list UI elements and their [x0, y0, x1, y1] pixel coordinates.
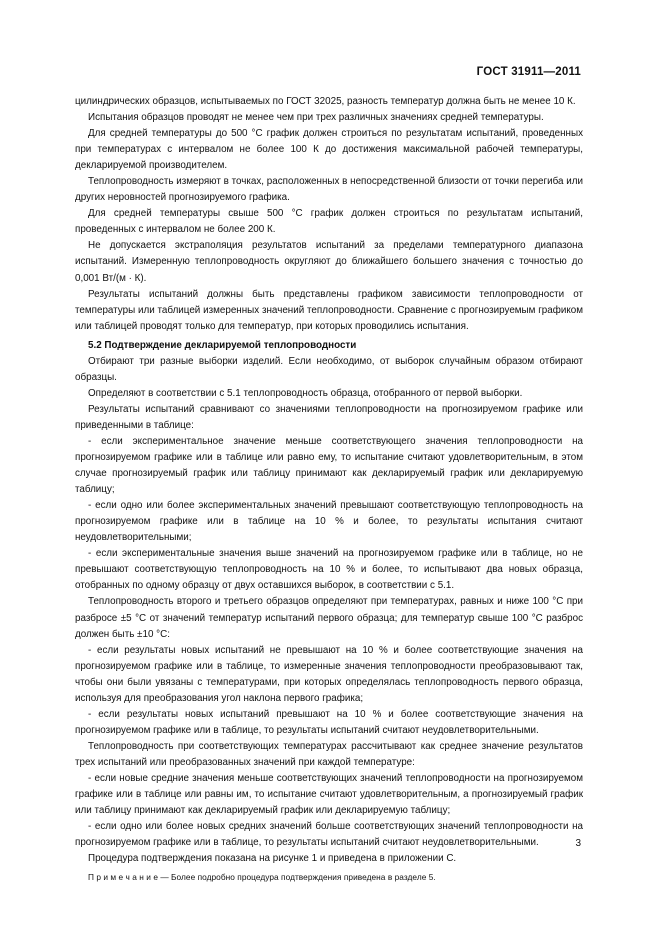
section-heading: 5.2 Подтверждение декларируемой теплопроводности — [88, 339, 357, 351]
paragraph: Результаты испытаний должны быть представлены графиком зависимости теплопроводности от температуры или таблицей измеренных значений теплопроводности. Сравнение с прогнозируемым графиком или таблицей проводят только для температур, при которых проводились испытания. — [75, 288, 583, 332]
paragraph: Процедура подтверждения показана на рисунке 1 и приведена в приложении С. — [88, 853, 457, 865]
list-item: - если результаты новых испытаний превышают на 10 % и более соответствующие значения на прогнозируемом графике или в таблице, то результаты испытаний считают неудовлетворительными. — [75, 708, 583, 736]
paragraph: Не допускается экстраполяция результатов испытаний за пределами температурного диапазона испытаний. Измеренную теплопроводность округляют до ближайшего большего значения с точностью до 0,001 Вт/(м · К). — [75, 240, 583, 284]
list-item: - если новые средние значения меньше соответствующих значений теплопроводности на прогнозируемом графике или в таблице или равны им, то испытание считают удовлетворительным, а прогнозируемый график или таблицу принимают как декларируемый график или декларируемую таблицу; — [75, 772, 583, 817]
paragraph: Теплопроводность измеряют в точках, расположенных в непосредственной близости от точки перегиба или других неровностей прогнозируемого графика. — [75, 176, 583, 204]
list-item: - если одно или более новых средних значений больше соответствующих значений теплопроводности на прогнозируемом графике или в таблице, то результаты испытаний считают неудовлетворительными. — [75, 821, 583, 849]
paragraph: Для средней температуры до 500 °С график должен строиться по результатам испытаний, проведенных при температурах с интервалом не более 100 К до достижения максимальной рабочей температуры, декларируемой производителем. — [75, 128, 583, 172]
paragraph: Теплопроводность второго и третьего образцов определяют при температурах, равных и ниже 100 °С при разбросе ±5 °С от значений температур испытаний первого образца; для температур свыше 100 °С разброс должен быть ±10 °С: — [75, 596, 583, 640]
list-item: - если одно или более экспериментальных значений превышают соответствующую теплопроводность на прогнозируемом графике или в таблице на 10 % и более, то результаты испытания считают неудовлетворительными; — [75, 500, 583, 544]
note: П р и м е ч а н и е — Более подробно процедура подтверждения приведена в разделе 5. — [88, 872, 436, 883]
list-item: - если экспериментальные значения выше значений на прогнозируемом графике или в таблице, но не превышают соответствующую теплопроводность на 10 % и более, то испытывают два новых образца, отобранных по одному образцу от двух оставшихся выборок, в соответствии с 5.1. — [75, 548, 583, 592]
paragraph: Результаты испытаний сравнивают со значениями теплопроводности на прогнозируемом графике или приведенными в таблице: — [75, 403, 583, 431]
list-item: - если результаты новых испытаний не превышают на 10 % и более соответствующие значения на прогнозируемом графике или в таблице, то измеренные значения теплопроводности преобразовывают так, чтобы они были увязаны с температурами, при которых определялась теплопроводность первого образца, используя для преобразования угол наклона первого графика; — [75, 644, 583, 704]
paragraph: цилиндрических образцов, испытываемых по ГОСТ 32025, разность температур должна быть не менее 10 К. — [75, 96, 576, 107]
document-standard-header: ГОСТ 31911—2011 — [476, 66, 581, 78]
paragraph: Отбирают три разные выборки изделий. Если необходимо, от выборок случайным образом отбирают образцы. — [75, 355, 583, 383]
paragraph: Испытания образцов проводят не менее чем при трех различных значениях средней температуры. — [88, 112, 544, 124]
paragraph: Для средней температуры свыше 500 °С график должен строиться по результатам испытаний, проведенных с интервалом не более 200 К. — [75, 208, 583, 236]
paragraph: Определяют в соответствии с 5.1 теплопроводность образца, отобранного от первой выборки. — [88, 387, 523, 399]
page-number: 3 — [575, 838, 581, 849]
paragraph: Теплопроводность при соответствующих температурах рассчитывают как среднее значение результатов трех испытаний или преобразованных значений при каждой температуре: — [75, 740, 583, 768]
list-item: - если экспериментальное значение меньше соответствующего значения теплопроводности на прогнозируемом графике или в таблице или равно ему, то испытание считают удовлетворительным, в этом случае прогнозируемый график или таблицу принимают как декларируемый график или декларируемую таблицу; — [75, 435, 583, 496]
page-body — [75, 94, 583, 884]
